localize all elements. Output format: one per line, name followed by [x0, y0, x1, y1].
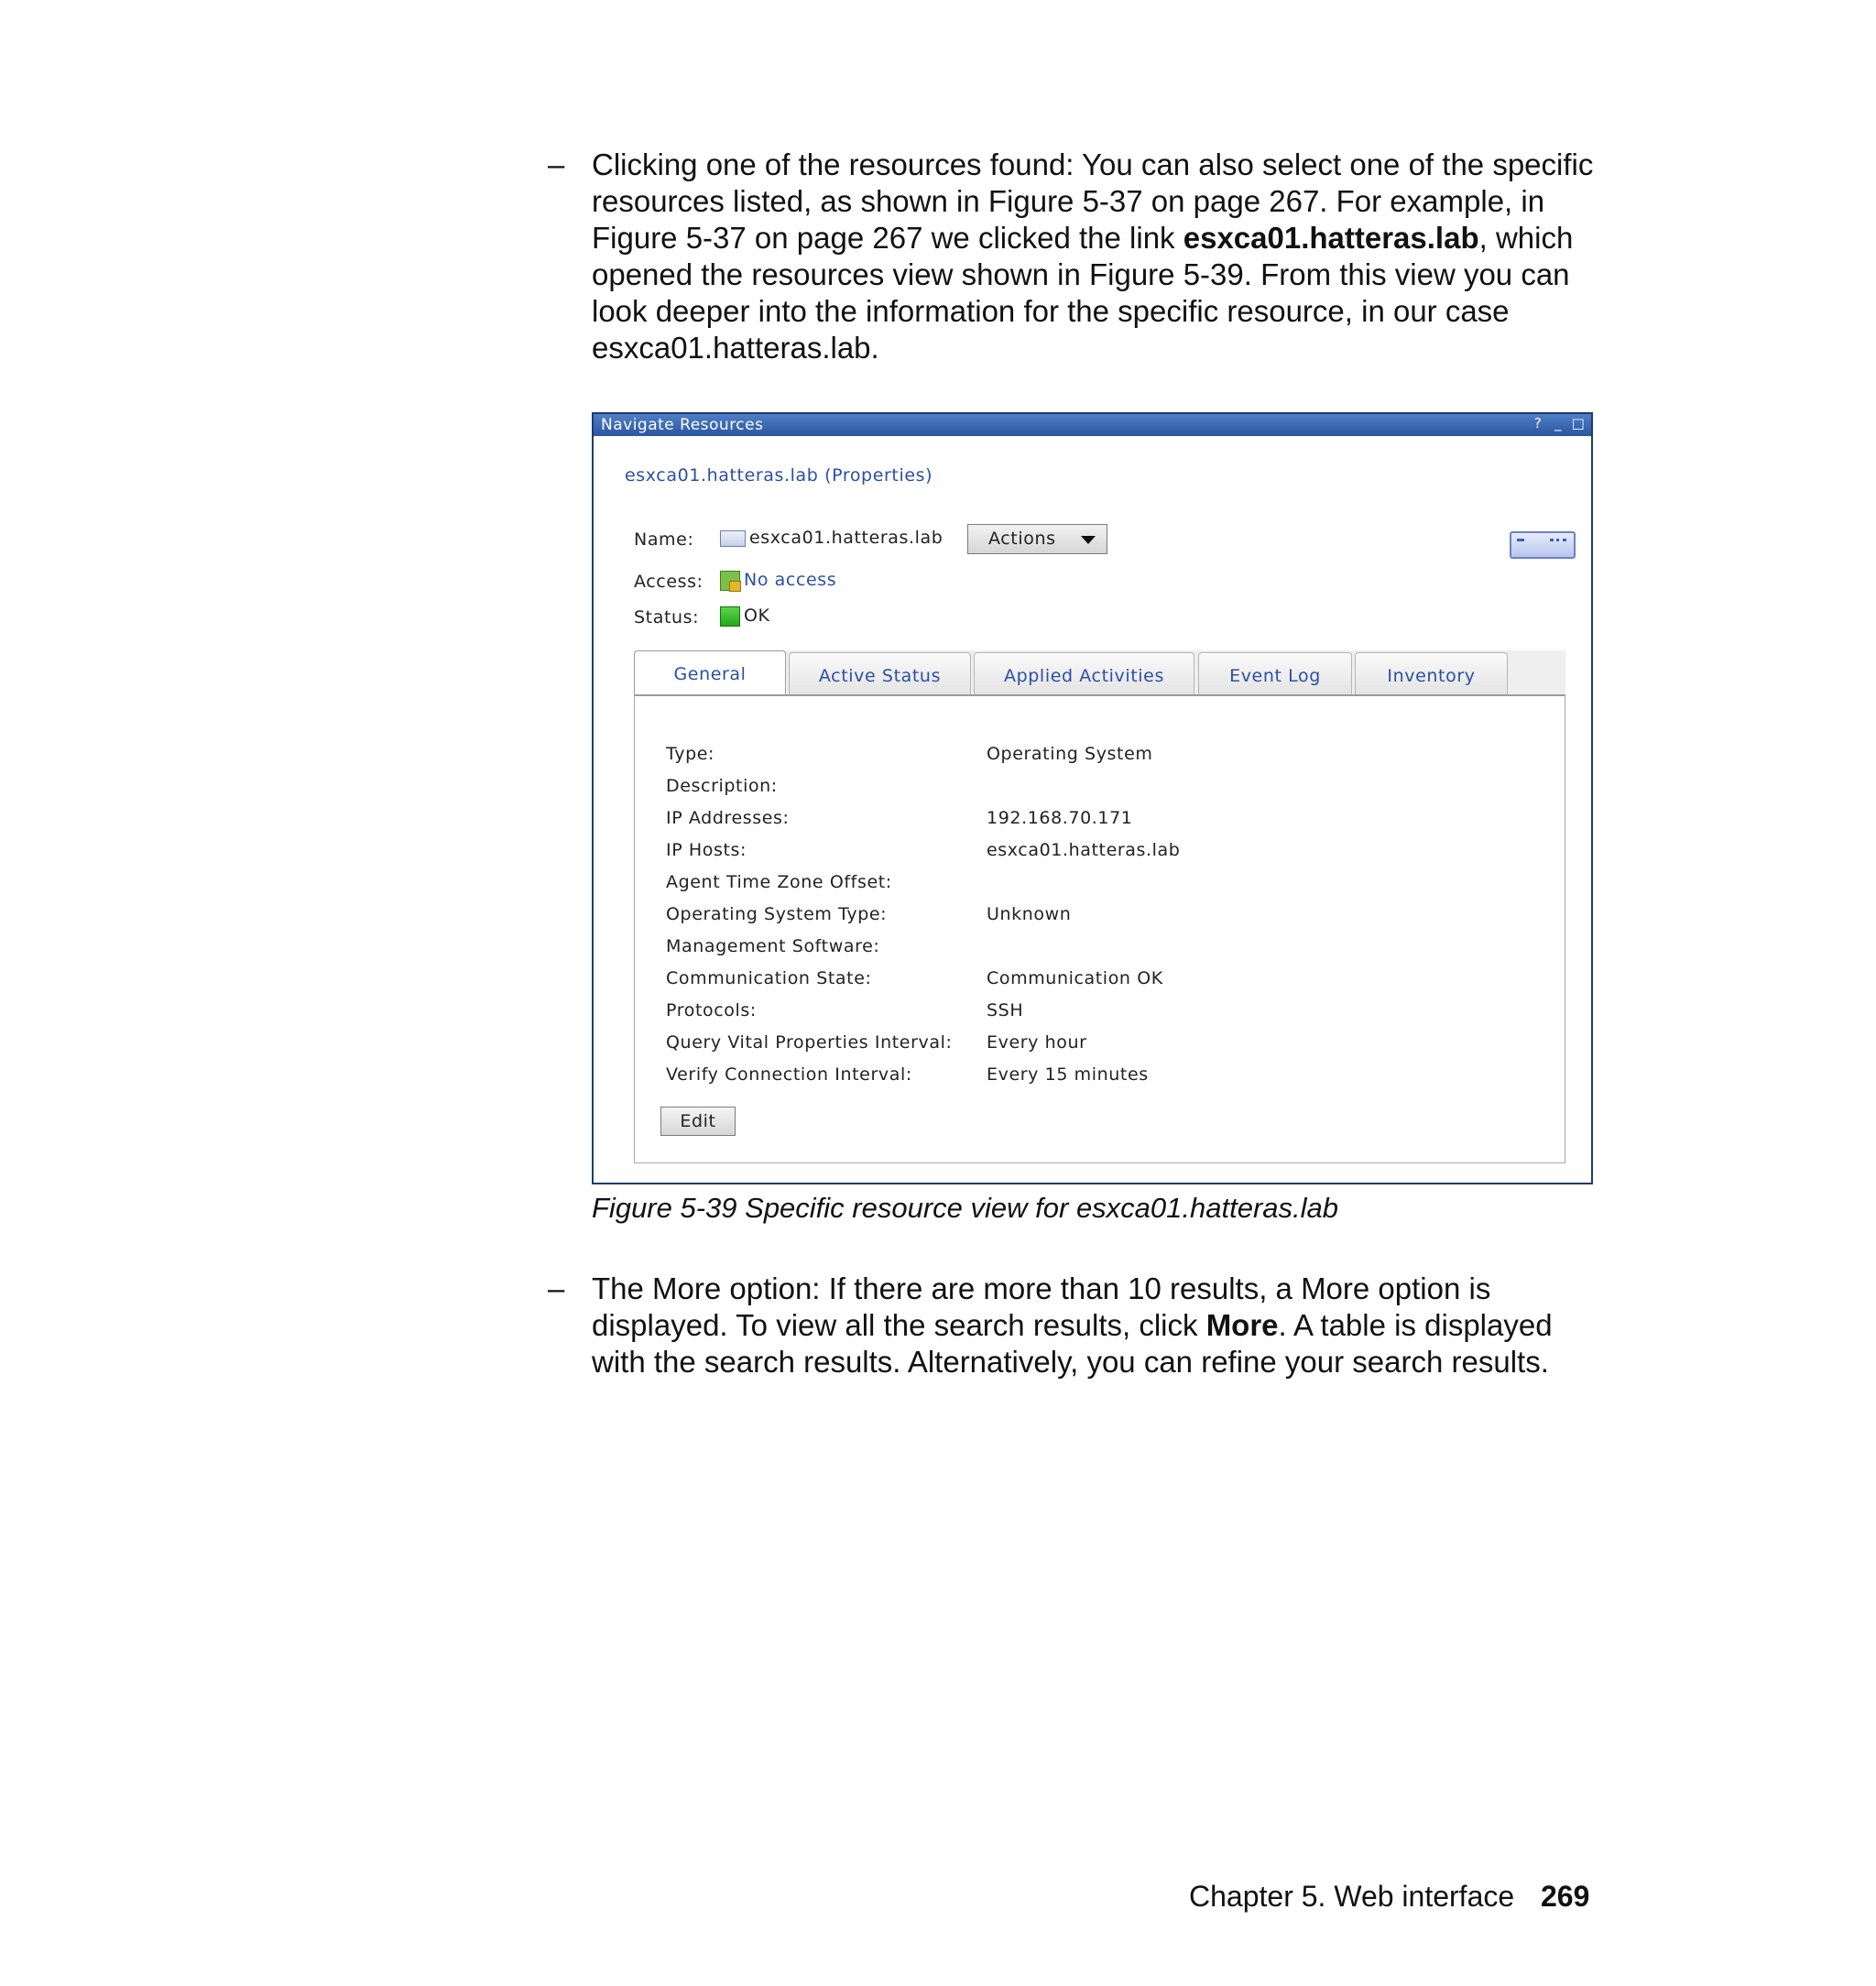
property-label: Protocols: — [666, 1000, 757, 1020]
status-text: OK — [744, 606, 770, 626]
actions-button[interactable] — [967, 524, 1107, 554]
page-number: 269 — [1541, 1880, 1590, 1913]
more-paragraph — [592, 1271, 1599, 1380]
lock-icon — [720, 571, 740, 591]
property-label: Query Vital Properties Interval: — [666, 1032, 953, 1053]
intro-text-after: , which opened the resources view shown in Figure 5-39. From this view you can look deeper into the information for the specific resource, in our case esxca01.hatteras.lab. — [592, 221, 1574, 365]
tab-applied-activities[interactable]: Applied Activities — [974, 652, 1194, 694]
bullet-dash: – — [548, 147, 565, 181]
status-ok-icon — [720, 606, 740, 627]
property-label: Management Software: — [666, 936, 880, 956]
help-icon[interactable]: ? — [1533, 415, 1543, 431]
property-value: 192.168.70.171 — [987, 808, 1133, 828]
status-value — [720, 606, 770, 627]
property-label: Verify Connection Interval: — [666, 1064, 912, 1085]
access-value[interactable] — [720, 570, 836, 591]
chevron-down-icon — [1081, 536, 1096, 544]
tab-active-status[interactable]: Active Status — [789, 652, 971, 694]
maximize-icon[interactable]: □ — [1571, 415, 1586, 431]
intro-paragraph — [592, 147, 1599, 366]
host-icon — [720, 530, 746, 547]
property-value: SSH — [987, 1000, 1024, 1020]
more-text-before: The More option: If there are more than 10 results, a More option is displayed. To view all the search results, click — [592, 1271, 1491, 1342]
name-label: Name: — [634, 529, 694, 550]
property-label: Description: — [666, 776, 778, 796]
tab-general[interactable]: General — [634, 650, 786, 694]
name-value — [720, 528, 943, 548]
intro-bold-link: esxca01.hatteras.lab — [1183, 221, 1479, 255]
properties-title: esxca01.hatteras.lab (Properties) — [625, 465, 933, 486]
access-label: Access: — [634, 572, 704, 592]
property-label: Agent Time Zone Offset: — [666, 872, 892, 892]
property-value: Every 15 minutes — [987, 1064, 1149, 1085]
property-value: Every hour — [987, 1032, 1087, 1053]
actions-label: Actions — [988, 529, 1056, 549]
tab-event-log[interactable]: Event Log — [1198, 652, 1352, 694]
property-label: Type: — [666, 744, 715, 764]
property-value: Operating System — [987, 744, 1153, 764]
navigate-resources-window — [592, 412, 1593, 1184]
more-bold: More — [1205, 1308, 1279, 1342]
property-label: IP Addresses: — [666, 808, 790, 828]
more-text-after: . A table is displayed with the search results. Alternatively, you can refine your search results. — [592, 1308, 1553, 1379]
figure-caption: Figure 5-39 Specific resource view for esxca01.hatteras.lab — [592, 1192, 1339, 1224]
tab-bar — [634, 650, 1565, 694]
property-label: Communication State: — [666, 968, 872, 988]
access-link[interactable]: No access — [744, 570, 837, 590]
status-label: Status: — [634, 607, 700, 627]
property-value: esxca01.hatteras.lab — [987, 840, 1181, 860]
window-titlebar — [594, 414, 1591, 436]
edit-button[interactable]: Edit — [660, 1107, 736, 1136]
property-label: IP Hosts: — [666, 840, 747, 860]
bullet-dash: – — [548, 1271, 565, 1305]
intro-text-before: Clicking one of the resources found: You can also select one of the specific resources listed, as shown in Figure 5-37 on page 267. For example, in Figure 5-37 on page 267 we clicked the link — [592, 147, 1594, 255]
server-icon — [1510, 531, 1576, 559]
minimize-icon[interactable]: _ — [1554, 415, 1562, 431]
property-label: Operating System Type: — [666, 904, 888, 924]
general-panel — [634, 694, 1565, 1163]
name-value-text: esxca01.hatteras.lab — [749, 528, 943, 548]
chapter-footer: Chapter 5. Web interface — [1189, 1880, 1515, 1913]
window-title: Navigate Resources — [601, 416, 764, 434]
property-value: Unknown — [987, 904, 1072, 924]
tab-inventory[interactable]: Inventory — [1355, 652, 1508, 694]
property-value: Communication OK — [987, 968, 1163, 988]
